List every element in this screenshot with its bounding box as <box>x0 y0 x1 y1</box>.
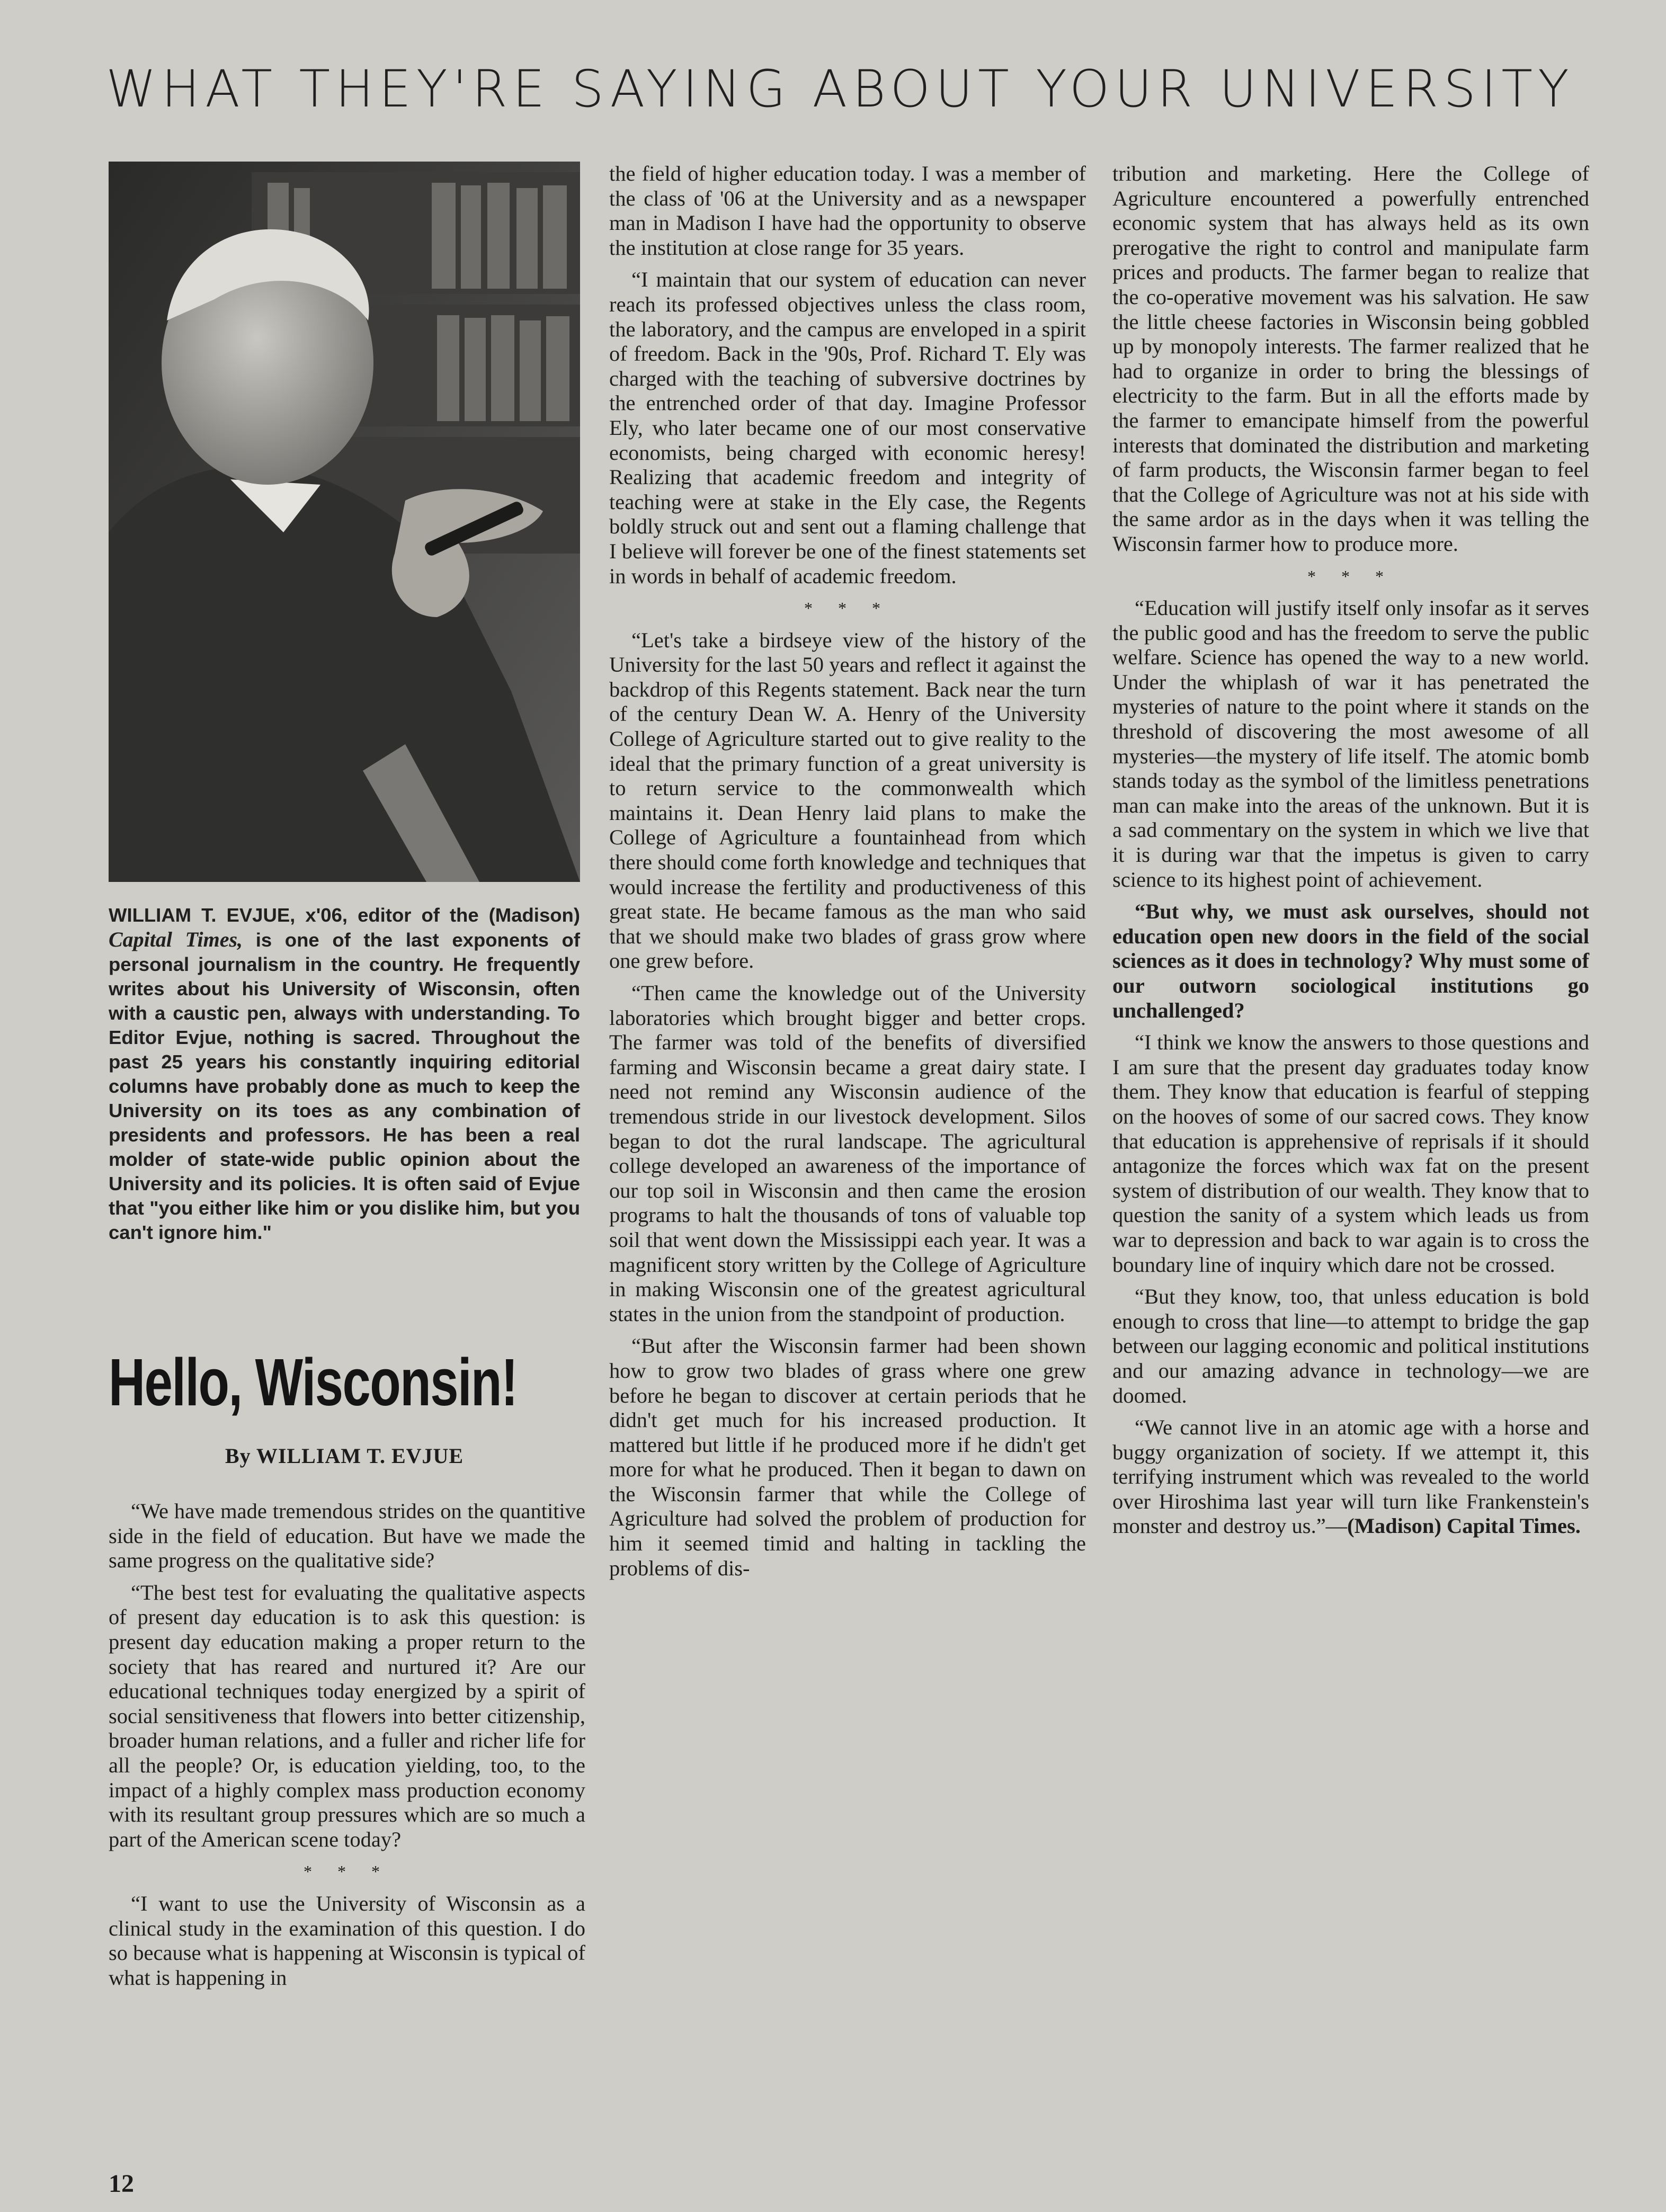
section-separator: * * * <box>804 599 891 618</box>
section-separator: * * * <box>1307 566 1394 586</box>
paragraph: “Let's take a birdseye view of the history of the University for the last 50 years and reflect it against the backdrop of this Regents statement. Back near the turn of the century Dean W. A. Henry of the University College of Agriculture started out to give reality to the ideal that the primary function of a great university is to return service to the commonwealth which maintains it. Dean Henry laid plans to make the College of Agriculture a fountainhead from which there should come forth knowledge and techniques that would increase the fertility and productiveness of this great state. He became famous as the man who said that we should make two blades of grass grow where one grew before. <box>609 628 1086 973</box>
paragraph: “But they know, too, that unless education is bold enough to cross that line—to attempt to bridge the gap between our lagging economic and political institutions and our amazing advance in technology—we are doomed. <box>1112 1285 1589 1407</box>
article-title: Hello, Wisconsin! <box>109 1345 518 1420</box>
caption-text: is one of the last exponents of personal journalism in the country. He frequently writes about his University of Wisconsin, often with a caustic pen, always with understanding. To Editor Evjue, nothing is sacred. Throughout the past 25 years his constantly inquiring editorial columns have probably done as much to keep the University on its toes as any combination of presidents and professors. He has been a real molder of state-wide public opinion about the University and its policies. It is often said of Evjue that "you either like him or you dislike him, but you can't ignore him." <box>109 929 580 1243</box>
caption-name: WILLIAM T. EVJUE, x'06, <box>109 904 348 926</box>
paragraph: tribution and marketing. Here the College of Agriculture encountered a powerfully entrenched economic system that has always held as its own prerogative the right to control and manipulate farm prices and products. The farmer began to realize that the co-operative movement was his salvation. He saw the little cheese factories in Wisconsin being gobbled up by monopoly interests. The farmer realized that he had to organize in order to bring the blessings of electricity to the farm. But in all the efforts made by the farmer to emancipate himself from the powerful interests that dominated the distribution and marketing of farm products, the Wisconsin farmer began to feel that the College of Agriculture was not at his side with the same ardor as in the days when it was telling the Wisconsin farmer how to produce more. <box>1112 162 1589 556</box>
paragraph: “We have made tremendous strides on the quantitive side in the field of education. But have we made the same progress on the qualitative side? <box>109 1499 585 1573</box>
article-column-2 <box>609 162 1086 1588</box>
paragraph: “Then came the knowledge out of the University laboratories which brought bigger and better crops. The farmer was told of the benefits of diversified farming and Wisconsin became a great dairy state. I need not remind any Wisconsin audience of the tremendous stride in our livestock development. Silos began to dot the rural landscape. The agricultural college developed an awareness of the importance of our top soil in Wisconsin and then came the erosion programs to halt the thousands of tons of valuable top soil that went down the Mississippi each year. It was a magnificent story written by the College of Agriculture in making Wisconsin one of the greatest agricultural states in the union from the standpoint of production. <box>609 981 1086 1326</box>
article-column-1 <box>109 1499 585 1997</box>
paragraph: “I think we know the answers to those questions and I am sure that the present day graduates today know them. They know that education is fearful of stepping on the hooves of some of our sacred cows. They know that education is apprehensive of reprisals if it should antagonize the forces which wax fat on the present system of distribution of our wealth. They know that to question the sanity of a system which leads us from war to depression and back to war again is to cross the boundary line of inquiry which dare not be crossed. <box>1112 1030 1589 1277</box>
paragraph <box>1112 1415 1589 1539</box>
paragraph: “The best test for evaluating the qualitative aspects of present day education is to ask this question: is present day education making a proper return to the society that has reared and nurtured it? Are our educational techniques today energized by a spirit of social sensitiveness that flowers into better citizenship, broader human relations, and a fuller and richer life for all the people? Or, is education yielding, too, to the impact of a highly complex mass production economy with its resultant group pressures which are so much a part of the American scene today? <box>109 1580 585 1851</box>
page-number: 12 <box>109 2170 134 2198</box>
article-byline: By WILLIAM T. EVJUE <box>225 1444 464 1468</box>
article-column-3 <box>1112 162 1589 1546</box>
paragraph: “I maintain that our system of education can never reach its professed objectives unless the class room, the laboratory, and the campus are enveloped in a spirit of freedom. Back in the '90s, Prof. Richard T. Ely was charged with the teaching of subversive doctrines by the entrenched order of that day. Imagine Professor Ely, who later became one of our most conservative economists, being charged with economic heresy! Realizing that academic freedom and integrity of teaching were at stake in the Ely case, the Regents boldly struck out and sent out a flaming challenge that I believe will forever be one of the finest statements set in words in behalf of academic freedom. <box>609 267 1086 588</box>
paragraph: “I want to use the University of Wisconsin as a clinical study in the examination of this question. I do so because what is happening at Wisconsin is typical of what is happening in <box>109 1891 585 1990</box>
caption-publication: Capital Times, <box>109 927 243 951</box>
paragraph: “But after the Wisconsin farmer had been shown how to grow two blades of grass where one grew before he began to discover at certain periods that he didn't get much for his increased production. It mattered but little if he produced more if he didn't get more for what he produced. Then it began to dawn on the Wisconsin farmer that while the College of Agriculture had solved the problem of production for him it seemed timid and halting in tackling the problems of dis- <box>609 1334 1086 1580</box>
paragraph-bold: “But why, we must ask ourselves, should not education open new doors in the field of the social sciences as it does in technology? Why must some of our outworn sociological institutions go unchallenged? <box>1112 899 1589 1022</box>
paragraph: “Education will justify itself only insofar as it serves the public good and has the freedom to serve the public welfare. Science has opened the way to a new world. Under the whiplash of war it has penetrated the mysteries of nature to the point where it stands on the threshold of discovering the most awesome of all mysteries—the mystery of life itself. The atomic bomb stands today as the symbol of the limitless penetrations man can make into the areas of the unknown. But it is a sad commentary on the system in which we live that it is during war that the impetus is given to carry science to its highest point of achievement. <box>1112 596 1589 891</box>
paragraph: the field of higher education today. I was a member of the class of '06 at the University and as a newspaper man in Madison I have had the opportunity to observe the institution at close range for 35 years. <box>609 162 1086 260</box>
caption-pre-italic: editor of the (Madison) <box>358 904 580 926</box>
closing-quote-text: “We cannot live in an atomic age with a horse and buggy organization of society. If we attempt it, this terrifying instrument which was revealed to the world over Hiroshima last year will turn like Frankenstein's monster and destroy us.”— <box>1112 1415 1589 1538</box>
portrait-illustration <box>109 162 580 882</box>
page-headline: WHAT THEY'RE SAYING ABOUT YOUR UNIVERSITY <box>106 59 1574 119</box>
source-credit: (Madison) Capital Times. <box>1347 1514 1581 1538</box>
portrait-photo <box>109 162 580 882</box>
section-separator: * * * <box>304 1862 390 1881</box>
photo-caption <box>109 903 580 1245</box>
